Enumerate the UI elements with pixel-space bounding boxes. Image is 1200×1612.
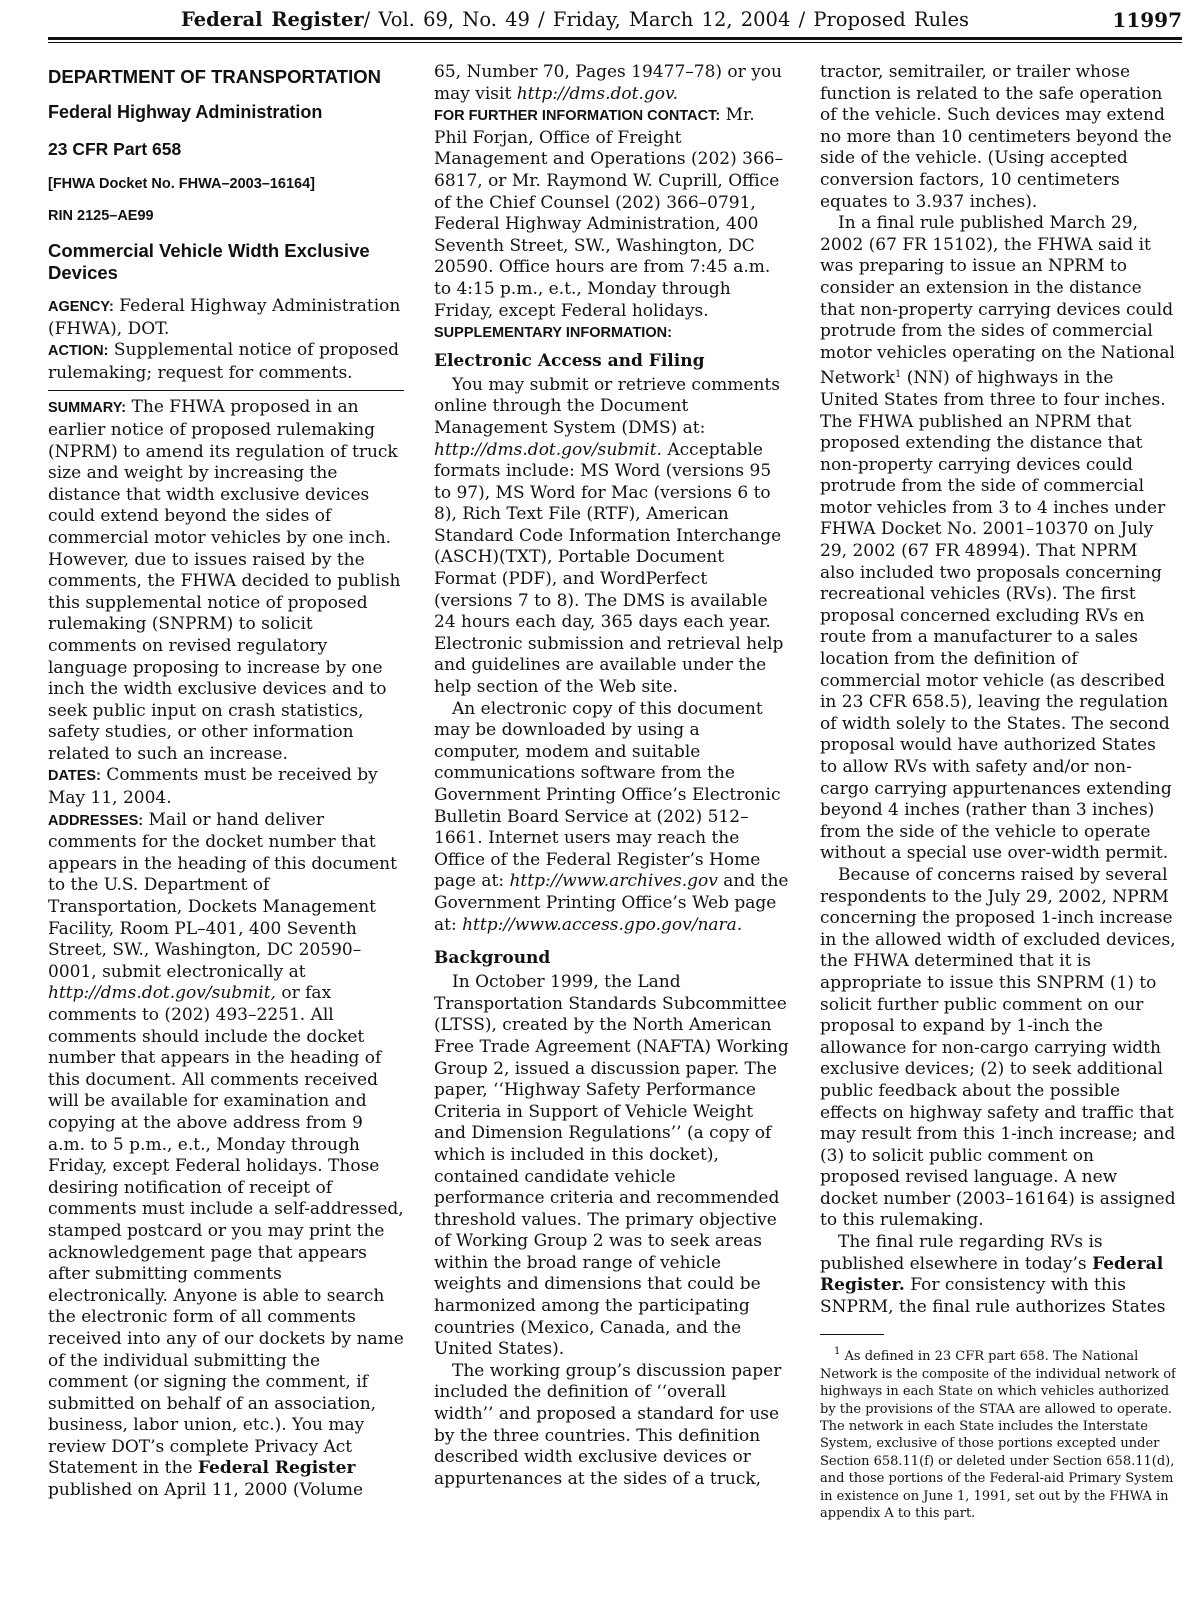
page-header (48, 6, 1182, 36)
contact-label: FOR FURTHER INFORMATION CONTACT: (434, 108, 721, 125)
footnote-marker: 1 (834, 1346, 841, 1358)
supplementary-label: SUPPLEMENTARY INFORMATION: (434, 325, 672, 342)
column-2 (434, 62, 790, 1552)
addresses-paragraph (48, 810, 404, 1502)
addresses-label: ADDRESSES: (48, 812, 144, 829)
continued-text: 65, Number 70, Pages 19477–78) or you may visit (434, 62, 782, 104)
body-paragraph-4 (820, 1232, 1176, 1318)
federal-register-bold: Federal Register. (820, 1253, 1164, 1296)
eaf-p2-text-a: An electronic copy of this document may be downloaded by using a computer, modem and suitable communications software from the Government Printing Office’s Electronic Bulletin Board Service at (202) 512–1661. Internet users may reach the Office of the Federal Register’s Home page at: (434, 698, 781, 892)
footnote-divider (820, 1334, 884, 1335)
department-heading: DEPARTMENT OF TRANSPORTATION (48, 66, 381, 87)
body-paragraph-3: Because of concerns raised by several respondents to the July 29, 2002, NPRM concerning the proposed 1-inch increase in the allowed width of excluded devices, the FHWA determined that it is appropriate to issue this SNPRM (1) to solicit further public comment on our proposal to expand by 1-inch the allowance for non-cargo carrying width exclusive devices; (2) to seek additional public feedback about the possible effects on highway safety and traffic that may result from this 1-inch increase; and (3) to solicit public comment on proposed revised language. A new docket number (2003–16164) is assigned to this rulemaking. (820, 864, 1176, 1231)
body-paragraph-1: tractor, semitrailer, or trailer whose function is related to the safe operation of the vehicle. Such devices may extend no more than 10 centimeters beyond the side of the vehicle. (Using accepted conversion factors, 10 centimeters equates to 3.937 inches). (820, 62, 1172, 212)
action-label: ACTION: (48, 343, 109, 360)
federal-register-ref: Federal Register (197, 1458, 356, 1479)
p2-text-a: In a final rule published March 29, 2002 (67 FR 15102), the FHWA said it was preparing to issue an NPRM to consider an extension in the distance that non-property carrying devices could protrude from the sides of commercial motor vehicles operating on the National Network (820, 213, 1175, 389)
cfr-part-heading: 23 CFR Part 658 (48, 139, 182, 159)
docket-number: [FHWA Docket No. FHWA–2003–16164] (48, 176, 315, 192)
summary-paragraph (48, 397, 404, 765)
dms-link[interactable]: http://dms.dot.gov. (516, 83, 678, 104)
electronic-access-paragraph-1 (434, 375, 790, 699)
action-text: Supplemental notice of proposed rulemaking; request for comments. (48, 340, 400, 383)
rin-number: RIN 2125–AE99 (48, 208, 154, 224)
archives-link[interactable]: http://www.archives.gov (509, 871, 718, 892)
electronic-access-heading: Electronic Access and Filing (434, 350, 705, 371)
submit-link[interactable]: http://dms.dot.gov/submit, (48, 983, 276, 1004)
header-rule-thin (48, 42, 1182, 43)
column-3 (820, 62, 1176, 1552)
contact-text: Mr. Phil Forjan, Office of Freight Management and Operations (202) 366–6817, or Mr. Raymond W. Cuprill, Office of the Chief Counsel (202) 366–0791, Federal Highway Administration, 400 Seventh Street, SW., Washington, DC 20590. Office hours are from 7:45 a.m. to 4:15 p.m., e.t., Monday through Friday, except Federal holidays. (434, 105, 784, 321)
background-heading: Background (434, 948, 551, 969)
agency-text: Federal Highway Administration (FHWA), DOT. (48, 296, 401, 339)
body-paragraph-2 (820, 213, 1176, 865)
eaf-p1-text-a: You may submit or retrieve comments online through the Document Management System (DMS) at: (434, 374, 780, 438)
electronic-access-paragraph-2 (434, 699, 790, 937)
rule-title: Commercial Vehicle Width Exclusive Devices (48, 240, 370, 283)
action-paragraph (48, 340, 404, 384)
section-divider (48, 390, 404, 391)
summary-label: SUMMARY: (48, 400, 127, 417)
p2-text-b: (NN) of highways in the United States from three to four inches. The FHWA published an NPRM that proposed extending the distance that non-property carrying devices could protrude from the side of commercial motor vehicles from 3 to 4 inches under FHWA Docket No. 2001–10370 on July 29, 2002 (67 FR 48994). That NPRM also included two proposals concerning recreational vehicles (RVs). The first proposal concerned excluding RVs en route from a manufacturer to a sales location from the definition of commercial motor vehicle (as described in 23 CFR 658.5), leaving the regulation of width solely to the States. The second proposal would have authorized States to allow RVs with safety and/or non-cargo carrying appurtenances extending beyond 4 inches (rather than 3 inches) from the side of the vehicle to operate without a special use over-width permit. (820, 368, 1172, 864)
agency-heading: Federal Highway Administration (48, 102, 323, 122)
footnote-reference[interactable]: 1 (894, 369, 902, 381)
page-number: 11997 (1112, 8, 1182, 32)
summary-text: The FHWA proposed in an earlier notice of proposed rulemaking (NPRM) to amend its regulation of truck size and weight by increasing the distance that width exclusive devices could extend beyond the sides of commercial motor vehicles by one inch. However, due to issues raised by the comments, the FHWA decided to publish this supplemental notice of proposed rulemaking (SNPRM) to solicit comments on revised regulatory language proposing to increase by one inch the width exclusive devices and to seek public input on crash statistics, safety studies, or other information related to such an increase. (48, 397, 401, 764)
dms-submit-link[interactable]: http://dms.dot.gov/submit. (434, 439, 662, 460)
header-rule-thick (48, 37, 1182, 40)
eaf-p2-text-b: and the Government Printing Office’s Web page at: (434, 871, 789, 935)
background-paragraph-1: In October 1999, the Land Transportation Standards Subcommittee (LTSS), created by the North American Free Trade Agreement (NAFTA) Working Group 2, issued a discussion paper. The paper, ‘‘Highway Safety Performance Criteria in Support of Vehicle Weight and Dimension Regulations’’ (a copy of which is included in this docket), contained candidate vehicle performance criteria and recommended threshold values. The primary objective of Working Group 2 was to seek areas within the broad range of vehicle weights and dimensions that could be harmonized among the participating countries (Mexico, Canada, and the United States). (434, 972, 789, 1360)
contact-paragraph (434, 105, 790, 322)
gpo-link[interactable]: http://www.access.gpo.gov/nara. (462, 914, 743, 935)
addresses-text-3: published on April 11, 2000 (Volume (48, 1480, 364, 1501)
eaf-p1-text-b: Acceptable formats include: MS Word (versions 95 to 97), MS Word for Mac (versions 6 to 8), Rich Text File (RTF), American Standard Code Information Interchange (ASCH)(TXT), Portable Document Format (PDF), and WordPerfect (versions 7 to 8). The DMS is available 24 hours each day, 365 days each year. Electronic submission and retrieval help and guidelines are available under the help section of the Web site. (434, 439, 784, 698)
running-head (48, 8, 1102, 31)
agency-paragraph (48, 296, 404, 340)
addresses-text-1: Mail or hand deliver comments for the docket number that appears in the heading of this document to the U.S. Department of Transportation, Dockets Management Facility, Room PL–401, 400 Seventh Street, SW., Washington, DC 20590–0001, submit electronically at (48, 809, 397, 982)
dates-text: Comments must be received by May 11, 2004. (48, 765, 378, 809)
agency-label: AGENCY: (48, 299, 114, 315)
publication-name: Federal Register (180, 8, 364, 31)
supplementary-paragraph (434, 322, 790, 345)
issue-line: / Vol. 69, No. 49 / Friday, March 12, 2004 / Proposed Rules (363, 8, 969, 31)
p4-text-b: For consistency with this SNPRM, the final rule authorizes States (820, 1275, 1166, 1317)
addresses-continued (434, 62, 790, 105)
footnote-text: As defined in 23 CFR part 658. The National Network is the composite of the individual network of highways in each State on which vehicles authorized by the provisions of the STAA are allowed to operate. The network in each State includes the Interstate System, exclusive of those portions excepted under Section 658.11(f) or deleted under Section 658.11(d), and those portions of the Federal-aid Primary System in existence on June 1, 1991, set out by the FHWA in appendix A to this part. (820, 1349, 1176, 1522)
column-1 (48, 62, 404, 1552)
dates-label: DATES: (48, 768, 101, 785)
addresses-text-2: or fax comments to (202) 493–2251. All comments should include the docket number that appears in the heading of this document. All comments received will be available for examination and copying at the above address from 9 a.m. to 5 p.m., e.t., Monday through Friday, except Federal holidays. Those desiring notification of receipt of comments must include a self-addressed, stamped postcard or you may print the acknowledgement page that appears after submitting comments electronically. Anyone is able to search the electronic form of all comments received into any of our dockets by name of the individual submitting the comment (or signing the comment, if submitted on behalf of an association, business, labor union, etc.). You may review DOT’s complete Privacy Act Statement in the (48, 983, 404, 1479)
background-paragraph-2: The working group’s discussion paper included the definition of ‘‘overall width’’ and proposed a standard for use by the three countries. This definition described width exclusive devices or appurtenances at the sides of a truck, (434, 1360, 782, 1489)
p4-text-a: The final rule regarding RVs is published elsewhere in today’s (820, 1232, 1103, 1274)
dates-paragraph (48, 765, 404, 809)
footnote (820, 1343, 1176, 1522)
